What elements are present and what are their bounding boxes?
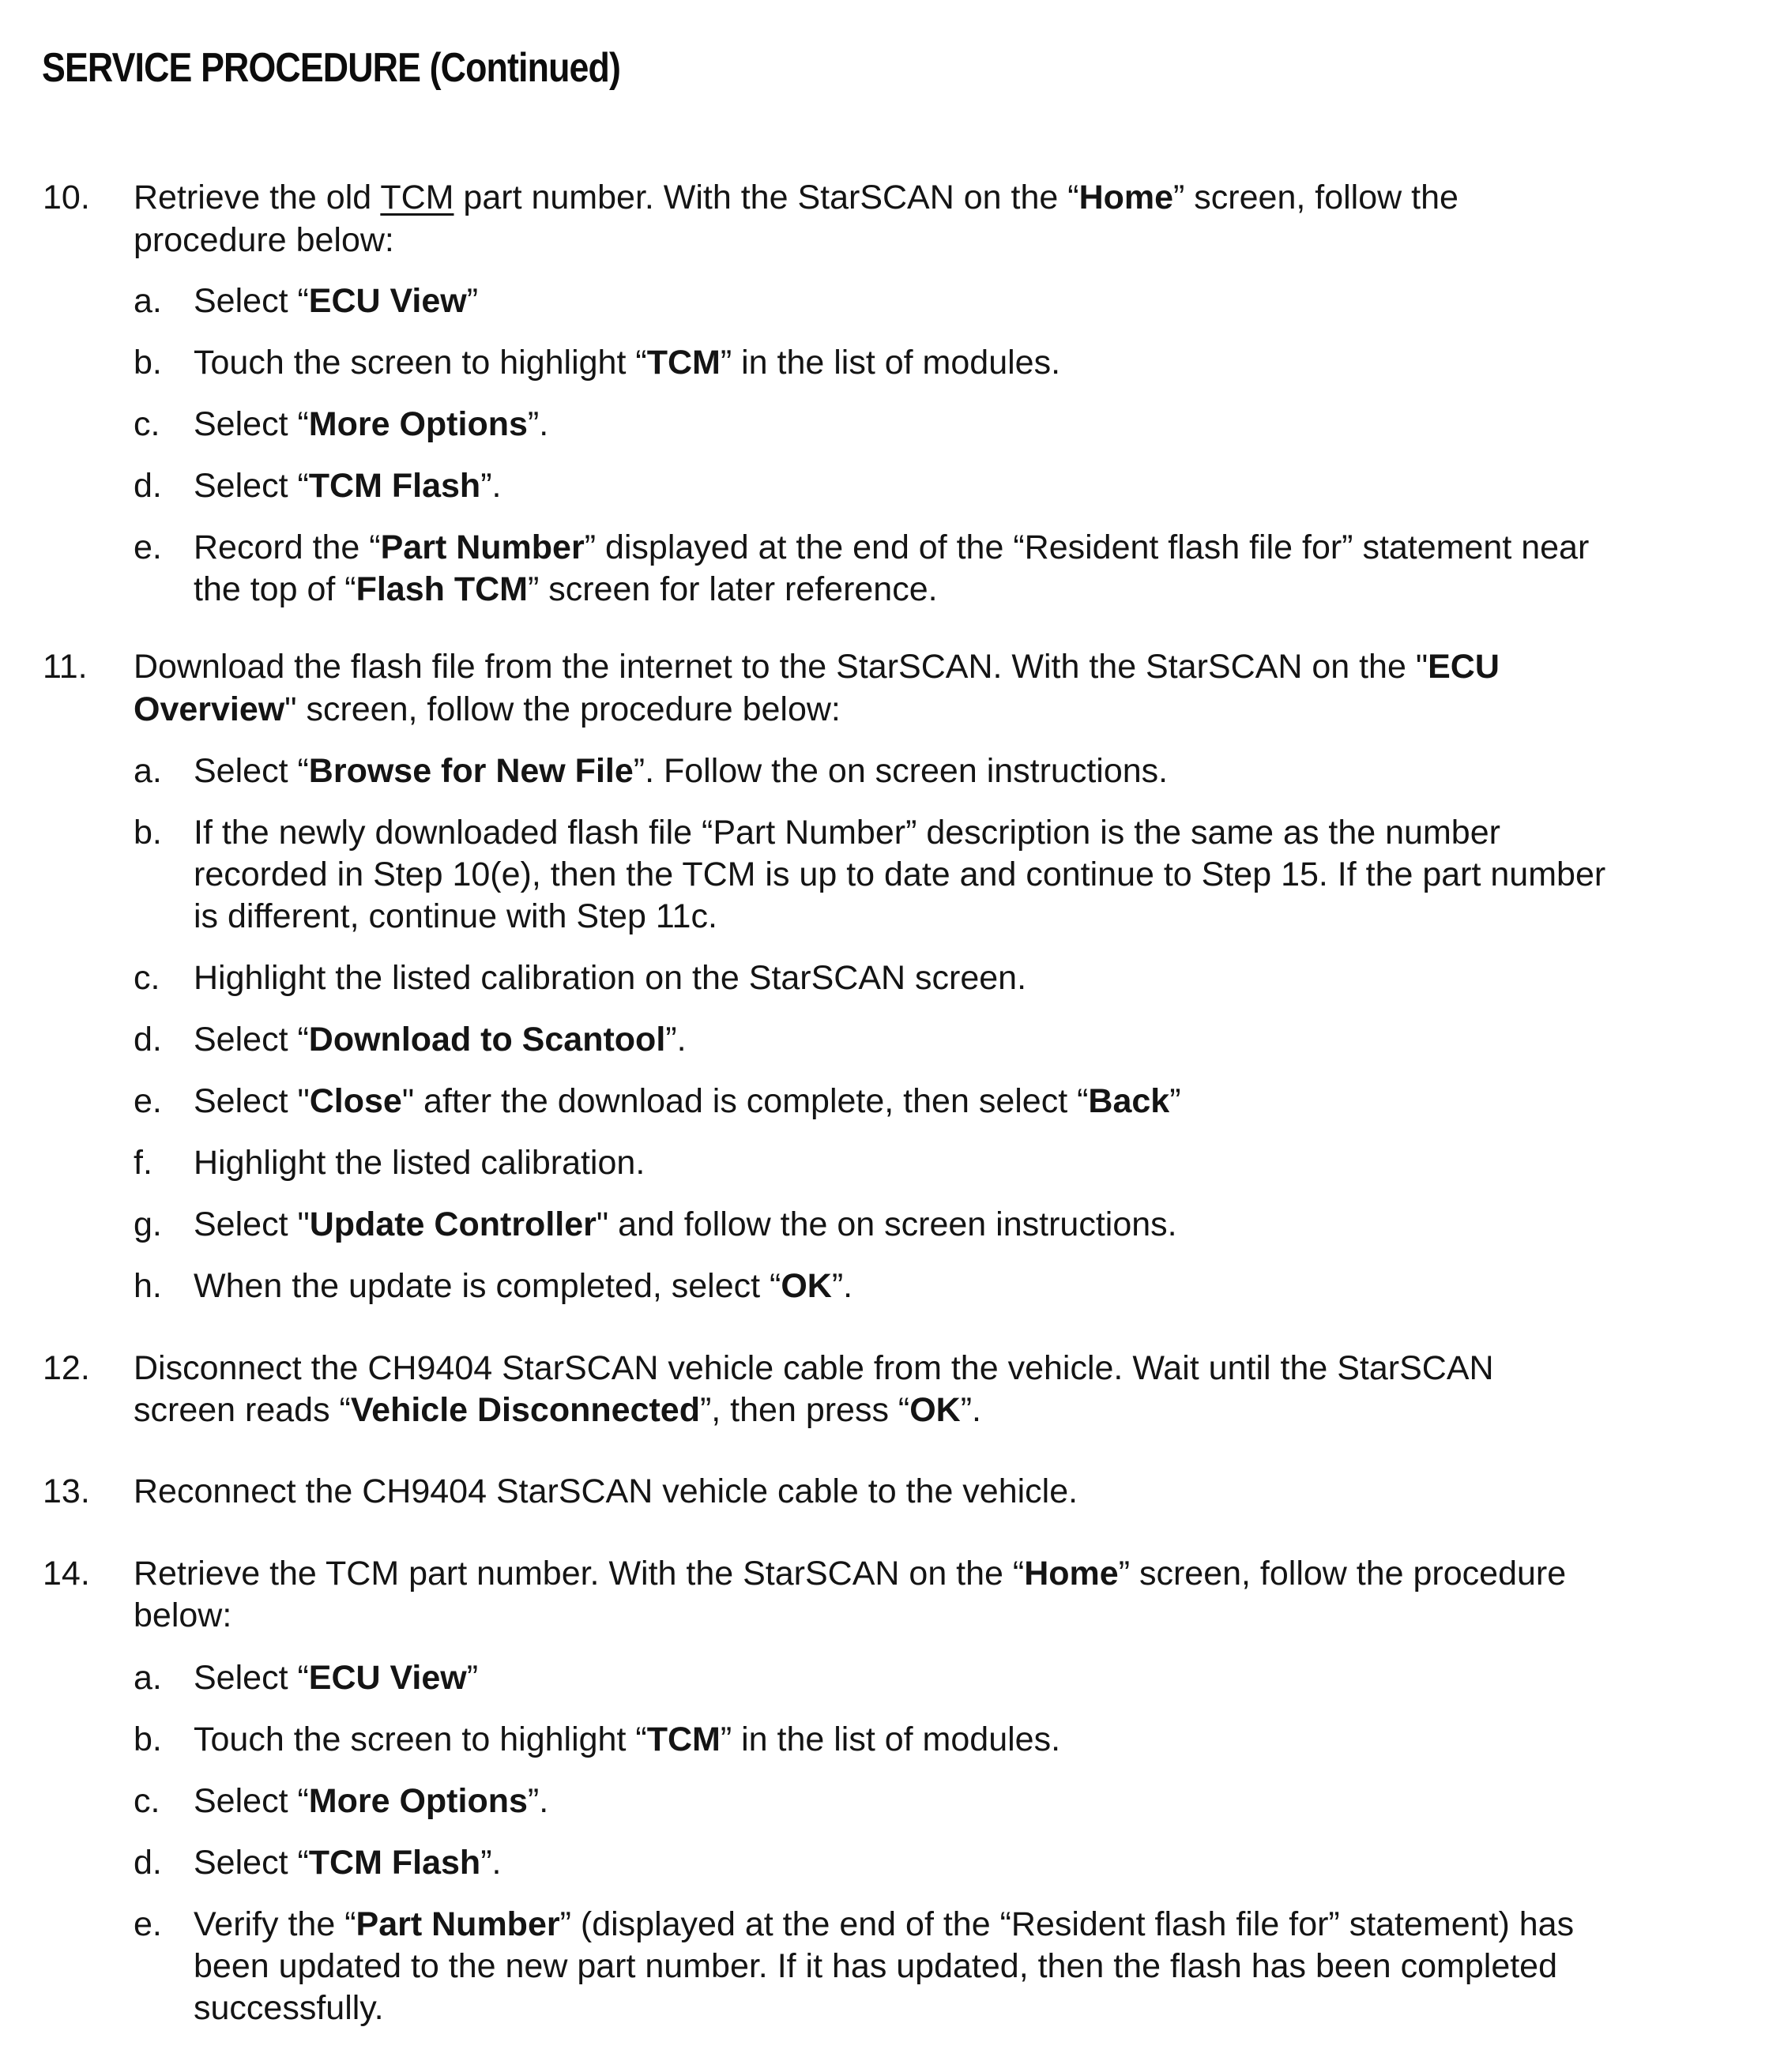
step-14-text: Retrieve the TCM part number. With the StarSCAN on the “Home” screen, follow the procedure	[134, 1555, 1567, 1593]
step-11b-text: If the newly downloaded flash file “Part Number” description is the same as the number	[194, 814, 1500, 852]
step-11a-letter: a.	[134, 752, 162, 790]
step-10c-text: Select “More Options”.	[194, 405, 549, 443]
step-11b-text-cont: recorded in Step 10(e), then the TCM is up to date and continue to Step 15. If the part number	[194, 855, 1606, 893]
step-10a-letter: a.	[134, 282, 162, 320]
page-title: SERVICE PROCEDURE (Continued)	[42, 45, 621, 91]
step-11b-text-cont2: is different, continue with Step 11c.	[194, 897, 717, 935]
step-14e-text-cont2: successfully.	[194, 1989, 384, 2027]
step-14b-letter: b.	[134, 1720, 162, 1758]
step-11-number: 11.	[43, 648, 88, 686]
step-11c-letter: c.	[134, 959, 160, 997]
step-11b-letter: b.	[134, 814, 162, 852]
step-11f-text: Highlight the listed calibration.	[194, 1144, 645, 1182]
step-14-number: 14.	[43, 1555, 90, 1593]
step-11a-text: Select “Browse for New File”. Follow the on screen instructions.	[194, 752, 1169, 790]
step-11-text: Download the flash file from the internet to the StarSCAN. With the StarSCAN on the "ECU	[134, 648, 1500, 686]
step-12-text: Disconnect the CH9404 StarSCAN vehicle cable from the vehicle. Wait until the StarSCAN	[134, 1349, 1494, 1387]
step-10b-text: Touch the screen to highlight “TCM” in the list of modules.	[194, 344, 1061, 382]
step-11-text-cont: Overview" screen, follow the procedure below:	[134, 690, 841, 728]
step-10-text: Retrieve the old TCM part number. With the StarSCAN on the “Home” screen, follow the	[134, 179, 1458, 216]
step-13-number: 13.	[43, 1472, 90, 1510]
step-14b-text: Touch the screen to highlight “TCM” in the list of modules.	[194, 1720, 1061, 1758]
step-11h-text: When the update is completed, select “OK”.	[194, 1267, 853, 1305]
step-12-text-cont: screen reads “Vehicle Disconnected”, then press “OK”.	[134, 1391, 982, 1429]
step-11g-text: Select "Update Controller" and follow the on screen instructions.	[194, 1205, 1177, 1243]
step-10e-letter: e.	[134, 528, 162, 566]
step-14e-text: Verify the “Part Number” (displayed at the end of the “Resident flash file for” statement) has	[194, 1905, 1575, 1943]
step-12-number: 12.	[43, 1349, 90, 1387]
step-10-number: 10.	[43, 179, 90, 216]
step-11e-text: Select "Close" after the download is complete, then select “Back”	[194, 1082, 1181, 1120]
step-14a-letter: a.	[134, 1659, 162, 1697]
step-10e-text-cont: the top of “Flash TCM” screen for later reference.	[194, 570, 938, 608]
step-11d-text: Select “Download to Scantool”.	[194, 1021, 687, 1059]
step-14c-letter: c.	[134, 1782, 160, 1820]
step-14d-text: Select “TCM Flash”.	[194, 1844, 502, 1882]
step-11g-letter: g.	[134, 1205, 162, 1243]
step-10d-text: Select “TCM Flash”.	[194, 467, 502, 505]
step-11c-text: Highlight the listed calibration on the StarSCAN screen.	[194, 959, 1027, 997]
step-14d-letter: d.	[134, 1844, 162, 1882]
step-10a-text: Select “ECU View”	[194, 282, 479, 320]
step-10b-letter: b.	[134, 344, 162, 382]
step-11e-letter: e.	[134, 1082, 162, 1120]
step-14e-letter: e.	[134, 1905, 162, 1943]
step-11d-letter: d.	[134, 1021, 162, 1059]
step-13-text: Reconnect the CH9404 StarSCAN vehicle cable to the vehicle.	[134, 1472, 1078, 1510]
step-14-text-cont: below:	[134, 1596, 232, 1634]
step-11h-letter: h.	[134, 1267, 162, 1305]
step-14c-text: Select “More Options”.	[194, 1782, 549, 1820]
step-10-text-cont: procedure below:	[134, 221, 394, 259]
step-14a-text: Select “ECU View”	[194, 1659, 479, 1697]
step-10d-letter: d.	[134, 467, 162, 505]
step-11f-letter: f.	[134, 1144, 152, 1182]
step-14e-text-cont: been updated to the new part number. If it has updated, then the flash has been completed	[194, 1947, 1558, 1985]
step-10c-letter: c.	[134, 405, 160, 443]
step-10e-text: Record the “Part Number” displayed at the end of the “Resident flash file for” statement near	[194, 528, 1590, 566]
